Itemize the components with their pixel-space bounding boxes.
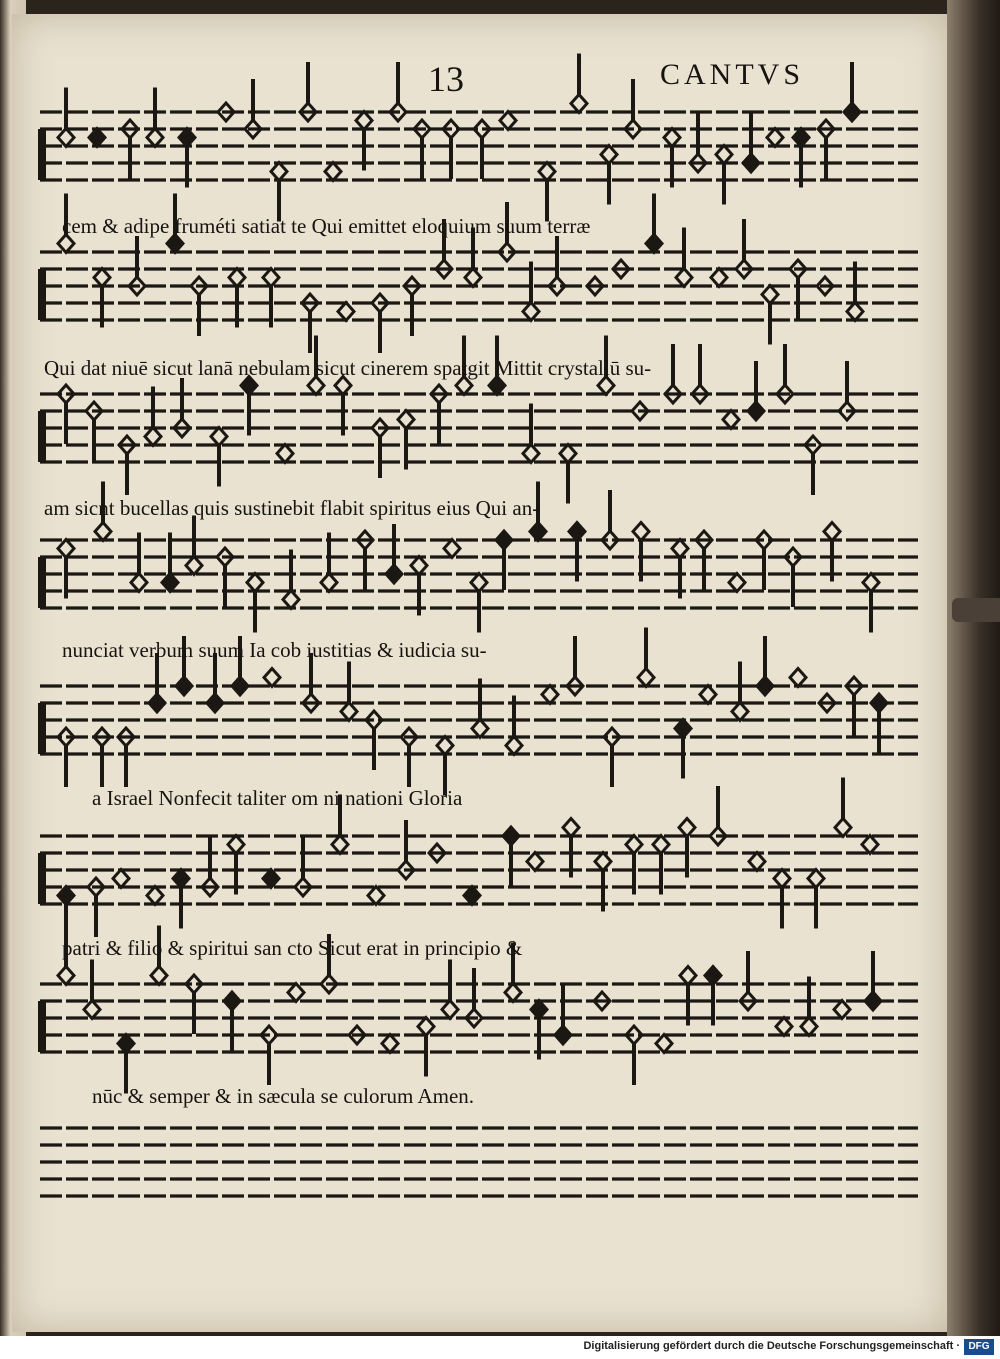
clef [38, 703, 46, 754]
note [774, 870, 790, 929]
note [263, 870, 279, 888]
note [464, 887, 480, 905]
note [555, 985, 571, 1044]
note [844, 62, 860, 121]
lyric-line-1: cem & adipe fruméti satiat te Qui emittet eloquium suum terræ [62, 214, 591, 238]
note [503, 827, 519, 886]
note [638, 628, 654, 687]
clef [38, 269, 46, 320]
note [224, 992, 240, 1051]
note [542, 686, 558, 704]
clef [38, 1001, 46, 1052]
note [757, 636, 773, 695]
note [749, 853, 765, 871]
note [338, 303, 354, 321]
note [382, 1035, 398, 1053]
note [471, 574, 487, 633]
note [656, 1035, 672, 1053]
note [444, 540, 460, 558]
clef [38, 129, 46, 180]
clef [38, 557, 46, 608]
note [368, 887, 384, 905]
lyric-line-6: patri & filio & spiritui san cto Sicut erat in principio & [62, 936, 523, 960]
note [723, 411, 739, 429]
note [173, 870, 189, 929]
note [527, 853, 543, 871]
note [743, 113, 759, 172]
note [646, 194, 662, 253]
lyric-line-7: nūc & semper & in sæcula se culorum Amen. [92, 1084, 475, 1108]
note [147, 887, 163, 905]
clef [38, 853, 46, 904]
note [211, 428, 227, 487]
note [264, 669, 280, 687]
note [601, 146, 617, 205]
running-head: CANTVS [660, 58, 805, 91]
note [186, 516, 202, 575]
note [571, 54, 587, 113]
lyric-line-5: a Israel Nonfecit taliter om ni nationi Gloria [92, 786, 463, 810]
note [835, 778, 851, 837]
footer-bar [0, 1336, 1000, 1359]
note [341, 662, 357, 721]
note [500, 112, 516, 130]
note [732, 662, 748, 721]
lyric-line-2: Qui dat niuē sicut lanā nebulam sicut cinerem spatgit Mittit crystallū su- [44, 356, 652, 380]
note [790, 669, 806, 687]
note [863, 574, 879, 633]
note [386, 524, 402, 583]
note [442, 960, 458, 1019]
note [776, 1018, 792, 1036]
clef [38, 411, 46, 462]
note [716, 146, 732, 205]
note [762, 286, 778, 345]
note [58, 88, 74, 147]
note [89, 129, 105, 147]
page-number: 13 [428, 59, 464, 99]
note [84, 960, 100, 1019]
footer-credit: Digitalisierung gefördert durch die Deutsche Forschungsgemeinschaft · [583, 1340, 960, 1352]
note [325, 163, 341, 181]
note [560, 445, 576, 504]
note [418, 1018, 434, 1077]
note [539, 163, 555, 222]
note [748, 361, 764, 420]
note [277, 445, 293, 463]
note [496, 531, 512, 590]
note [871, 694, 887, 753]
note [834, 1001, 850, 1019]
note [147, 88, 163, 147]
note [247, 574, 263, 633]
dfg-logo: DFG [964, 1339, 994, 1355]
note [862, 836, 878, 854]
note [767, 129, 783, 147]
note [676, 228, 692, 287]
note [808, 870, 824, 929]
note [729, 574, 745, 592]
note [288, 984, 304, 1002]
note [675, 720, 691, 779]
note [271, 163, 287, 222]
note [113, 870, 129, 888]
note [700, 686, 716, 704]
lyric-line-4: nunciat verbum suum Ia cob iustitias & iudicia su- [62, 638, 487, 662]
note [711, 269, 727, 287]
lyric-line-3: am sicnt bucellas quis sustinebit flabit spiritus eius Qui an- [44, 496, 540, 520]
note [865, 951, 881, 1010]
